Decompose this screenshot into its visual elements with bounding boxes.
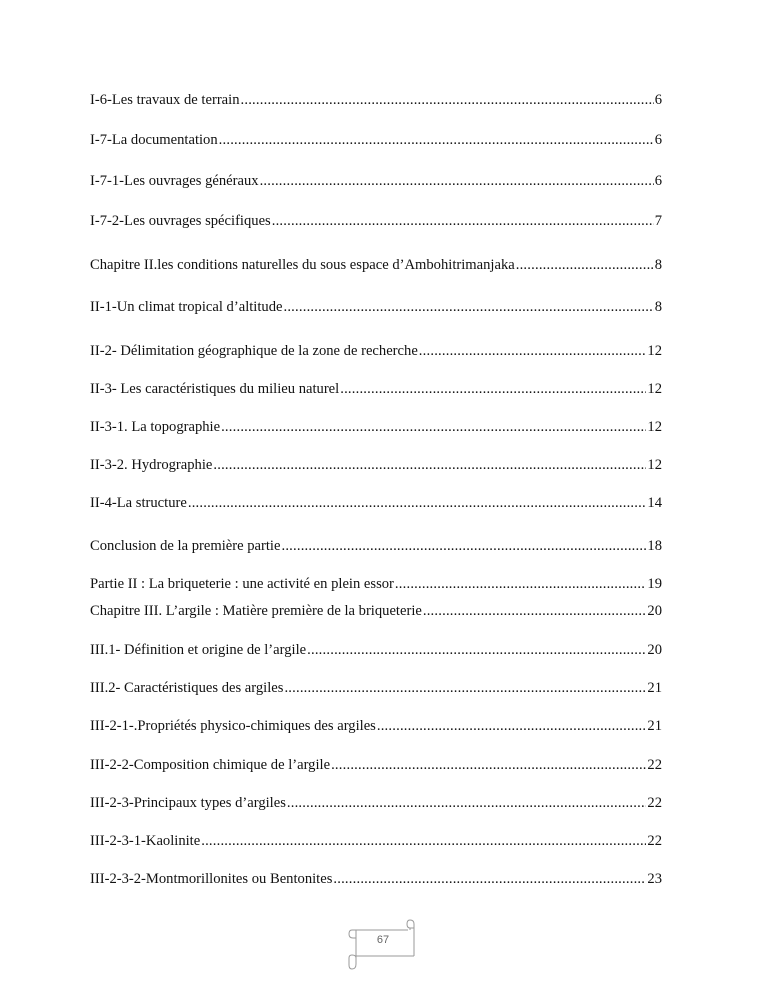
dot-leader: [272, 212, 654, 230]
dot-leader: [260, 172, 654, 190]
toc-entry-page: 6: [654, 92, 662, 108]
toc-entry-page: 7: [654, 213, 662, 229]
toc-entry[interactable]: [90, 602, 662, 620]
dot-leader: [281, 537, 646, 555]
toc-entry-page: 21: [647, 718, 662, 734]
toc-entry[interactable]: [90, 380, 662, 398]
toc-entry[interactable]: [90, 537, 662, 555]
toc-entry-page: 8: [654, 299, 662, 315]
toc-entry[interactable]: [90, 131, 662, 149]
toc-entry-title: I-7-La documentation: [90, 132, 218, 148]
toc-entry-page: 22: [647, 757, 662, 773]
dot-leader: [419, 342, 647, 360]
toc-entry-page: 12: [647, 419, 662, 435]
dot-leader: [213, 456, 646, 474]
dot-leader: [287, 794, 647, 812]
toc-entry[interactable]: [90, 679, 662, 697]
toc-entry[interactable]: [90, 794, 662, 812]
toc-entry[interactable]: [90, 456, 662, 474]
toc-entry[interactable]: [90, 717, 662, 735]
toc-entry-page: 12: [647, 457, 662, 473]
toc-entry-title: II-3-2. Hydrographie: [90, 457, 213, 473]
dot-leader: [423, 602, 647, 620]
dot-leader: [219, 131, 654, 149]
toc-entry-title: III-2-2-Composition chimique de l’argile: [90, 757, 331, 773]
toc-entry[interactable]: [90, 494, 662, 512]
toc-entry-title: Conclusion de la première partie: [90, 538, 281, 554]
toc-entry[interactable]: [90, 342, 662, 360]
toc-entry[interactable]: [90, 212, 662, 230]
toc-entry[interactable]: [90, 256, 662, 274]
toc-entry-page: 14: [647, 495, 662, 511]
dot-leader: [516, 256, 654, 274]
toc-entry-page: 22: [647, 833, 662, 849]
dot-leader: [284, 679, 646, 697]
toc-entry-page: 12: [647, 381, 662, 397]
toc-entry-page: 19: [647, 576, 662, 592]
toc-entry[interactable]: [90, 91, 662, 109]
toc-entry-title: I-6-Les travaux de terrain: [90, 92, 240, 108]
toc-entry-title: II-1-Un climat tropical d’altitude: [90, 299, 283, 315]
toc-entry[interactable]: [90, 418, 662, 436]
page-number-scroll: [348, 918, 418, 970]
toc-entry-title: III-2-3-Principaux types d’argiles: [90, 795, 286, 811]
toc-entry[interactable]: [90, 298, 662, 316]
toc-entry-page: 20: [647, 603, 662, 619]
dot-leader: [307, 641, 646, 659]
toc-entry-title: Partie II : La briqueterie : une activité en plein essor: [90, 576, 394, 592]
toc-entry[interactable]: [90, 575, 662, 593]
page-number: 67: [376, 934, 390, 946]
dot-leader: [241, 91, 654, 109]
toc-entry-title: II-2- Délimitation géographique de la zone de recherche: [90, 343, 418, 359]
dot-leader: [283, 298, 653, 316]
toc-entry-page: 21: [647, 680, 662, 696]
toc-entry[interactable]: [90, 832, 662, 850]
toc-entry-page: 22: [647, 795, 662, 811]
toc-entry[interactable]: [90, 756, 662, 774]
dot-leader: [201, 832, 646, 850]
toc-entry-page: 20: [647, 642, 662, 658]
toc-entry-page: 12: [647, 343, 662, 359]
toc-entry-page: 18: [647, 538, 662, 554]
toc-entry-title: Chapitre III. L’argile : Matière première de la briqueterie: [90, 603, 422, 619]
toc-entry-title: III.2- Caractéristiques des argiles: [90, 680, 284, 696]
toc-entry-page: 6: [654, 173, 662, 189]
toc-entry-title: III-2-1-.Propriétés physico-chimiques des argiles: [90, 718, 376, 734]
toc-entry-title: Chapitre II.les conditions naturelles du sous espace d’Ambohitrimanjaka: [90, 257, 515, 273]
toc-entry-title: III.1- Définition et origine de l’argile: [90, 642, 307, 658]
dot-leader: [340, 380, 646, 398]
dot-leader: [188, 494, 647, 512]
toc-entry[interactable]: [90, 641, 662, 659]
toc-entry[interactable]: [90, 172, 662, 190]
dot-leader: [331, 756, 646, 774]
toc-entry-title: II-4-La structure: [90, 495, 187, 511]
toc-entry-title: II-3- Les caractéristiques du milieu naturel: [90, 381, 340, 397]
toc-entry-title: III-2-3-2-Montmorillonites ou Bentonites: [90, 871, 333, 887]
toc-entry-title: I-7-2-Les ouvrages spécifiques: [90, 213, 271, 229]
toc-entry-title: III-2-3-1-Kaolinite: [90, 833, 201, 849]
dot-leader: [333, 870, 646, 888]
toc-entry-page: 8: [654, 257, 662, 273]
toc-entry-title: II-3-1. La topographie: [90, 419, 221, 435]
toc-entry-page: 23: [647, 871, 662, 887]
dot-leader: [395, 575, 646, 593]
dot-leader: [221, 418, 646, 436]
toc-entry-title: I-7-1-Les ouvrages généraux: [90, 173, 259, 189]
toc-entry[interactable]: [90, 870, 662, 888]
dot-leader: [377, 717, 647, 735]
toc-entry-page: 6: [654, 132, 662, 148]
